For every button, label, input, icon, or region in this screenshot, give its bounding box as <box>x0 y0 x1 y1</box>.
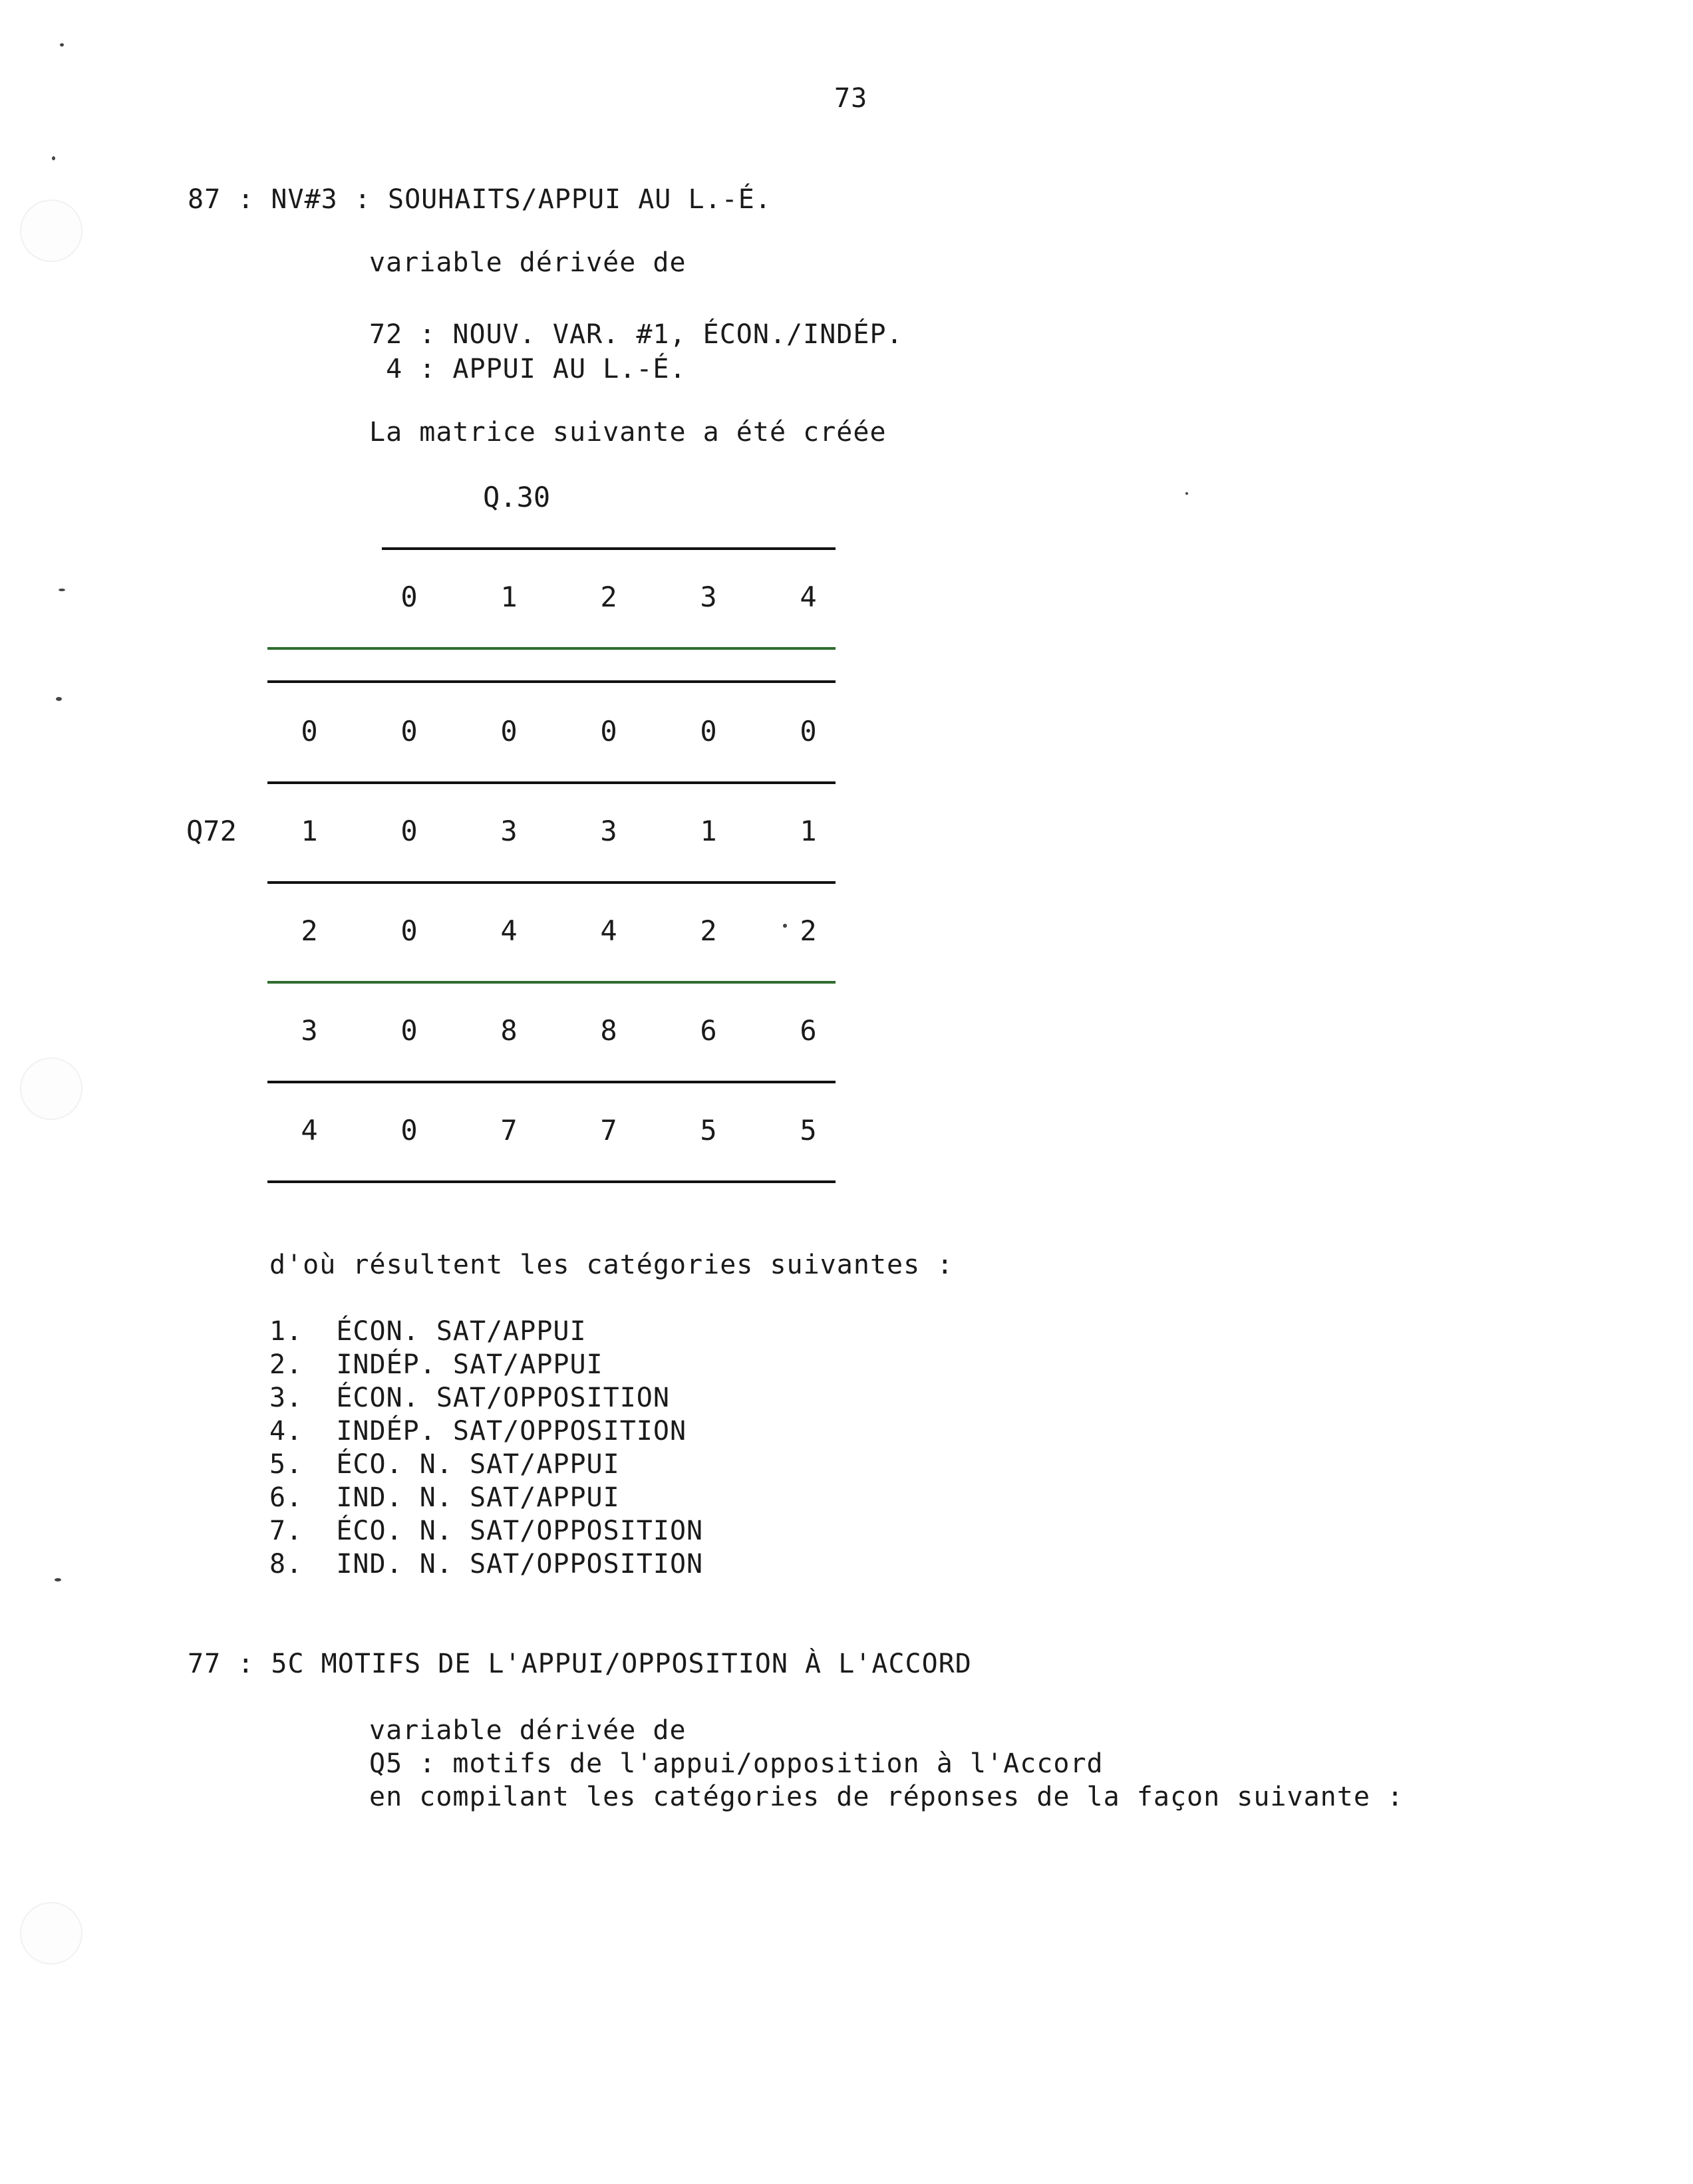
matrix-row-title: Q72 <box>186 815 237 847</box>
hole-punch-middle <box>20 1057 82 1120</box>
category-item: 3. ÉCON. SAT/OPPOSITION <box>269 1383 670 1413</box>
section-heading: 87 : NV#3 : SOUHAITS/APPUI AU L.-É. <box>188 184 772 215</box>
derived-from-label: variable dérivée de <box>369 247 687 278</box>
margin-speck <box>55 1578 61 1581</box>
matrix-cell: 7 <box>500 1114 518 1147</box>
category-item: 8. IND. N. SAT/OPPOSITION <box>269 1549 704 1579</box>
matrix-rule <box>267 881 836 884</box>
source-variable: 4 : APPUI AU L.-É. <box>369 354 687 384</box>
matrix-rule <box>267 1180 836 1183</box>
matrix-rule <box>267 647 836 650</box>
matrix-row-label: 4 <box>301 1114 318 1147</box>
matrix-rule <box>267 680 836 683</box>
matrix-cell: 0 <box>400 1014 418 1047</box>
margin-speck <box>60 43 64 47</box>
section-line: variable dérivée de <box>369 1715 687 1746</box>
section-line: en compilant les catégories de réponses de la façon suivante : <box>369 1782 1404 1812</box>
margin-speck <box>52 156 55 160</box>
margin-speck <box>56 697 62 701</box>
matrix-cell: 2 <box>700 914 717 947</box>
category-item: 5. ÉCO. N. SAT/APPUI <box>269 1449 620 1480</box>
matrix-cell: 4 <box>500 914 518 947</box>
hole-punch-top <box>20 200 82 262</box>
matrix-cell: 4 <box>600 914 617 947</box>
matrix-cell: 0 <box>400 815 418 847</box>
matrix-row-label: 2 <box>301 914 318 947</box>
matrix-column-title: Q.30 <box>483 481 551 513</box>
matrix-cell: 3 <box>600 815 617 847</box>
category-item: 6. IND. N. SAT/APPUI <box>269 1482 620 1513</box>
matrix-cell: 1 <box>700 815 717 847</box>
matrix-cell: 0 <box>600 715 617 748</box>
matrix-rule <box>267 1081 836 1083</box>
matrix-rule <box>267 781 836 784</box>
section-heading: 77 : 5C MOTIFS DE L'APPUI/OPPOSITION À L'ACCORD <box>188 1649 972 1679</box>
matrix-cell: 1 <box>800 815 817 847</box>
category-item: 4. INDÉP. SAT/OPPOSITION <box>269 1416 687 1446</box>
matrix-column-header: 0 <box>400 581 418 613</box>
matrix-cell: 2 <box>800 914 817 947</box>
matrix-cell: 0 <box>700 715 717 748</box>
matrix-cell: 0 <box>400 1114 418 1147</box>
margin-speck <box>59 589 65 591</box>
matrix-cell: 6 <box>800 1014 817 1047</box>
matrix-row-label: 1 <box>301 815 318 847</box>
matrix-cell: 7 <box>600 1114 617 1147</box>
matrix-cell: 0 <box>500 715 518 748</box>
matrix-column-header: 4 <box>800 581 817 613</box>
matrix-row-label: 0 <box>301 715 318 748</box>
category-item: 1. ÉCON. SAT/APPUI <box>269 1316 587 1347</box>
hole-punch-bottom <box>20 1902 82 1965</box>
source-variable: 72 : NOUV. VAR. #1, ÉCON./INDÉP. <box>369 319 903 350</box>
matrix-row-label: 3 <box>301 1014 318 1047</box>
category-item: 2. INDÉP. SAT/APPUI <box>269 1349 603 1380</box>
matrix-cell: 6 <box>700 1014 717 1047</box>
matrix-cell: 0 <box>800 715 817 748</box>
categories-intro: d'où résultent les catégories suivantes : <box>269 1250 954 1280</box>
matrix-column-header: 2 <box>600 581 617 613</box>
matrix-cell: 0 <box>400 914 418 947</box>
matrix-rule <box>382 547 836 550</box>
matrix-cell: 0 <box>400 715 418 748</box>
matrix-cell: 3 <box>500 815 518 847</box>
margin-speck <box>1185 492 1188 495</box>
matrix-column-header: 3 <box>700 581 717 613</box>
matrix-cell: 5 <box>700 1114 717 1147</box>
matrix-column-header: 1 <box>500 581 518 613</box>
matrix-cell: 5 <box>800 1114 817 1147</box>
section-line: Q5 : motifs de l'appui/opposition à l'Accord <box>369 1748 1104 1779</box>
matrix-intro: La matrice suivante a été créée <box>369 417 887 448</box>
matrix-cell: 8 <box>600 1014 617 1047</box>
page-number: 73 <box>834 83 868 114</box>
matrix-rule <box>267 981 836 984</box>
ink-dot <box>783 924 787 928</box>
matrix-cell: 8 <box>500 1014 518 1047</box>
category-item: 7. ÉCO. N. SAT/OPPOSITION <box>269 1516 704 1546</box>
